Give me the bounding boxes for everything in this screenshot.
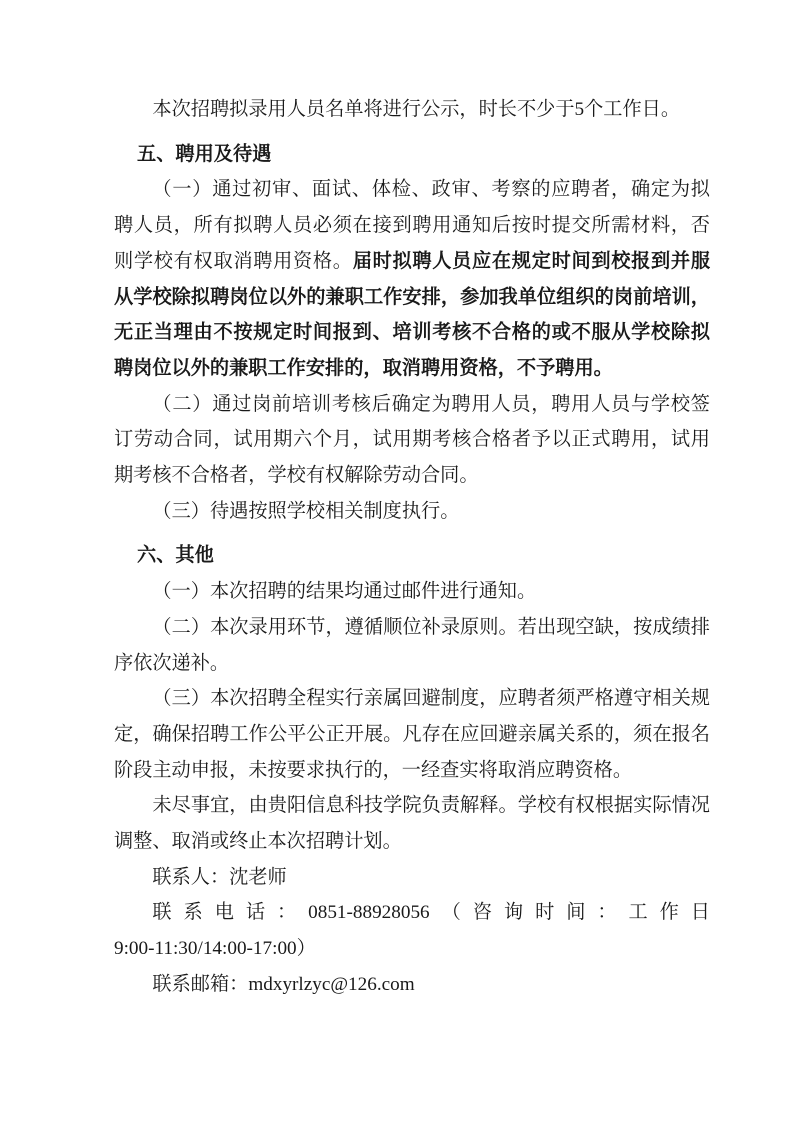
section5-item1-line2: 聘人员，所有拟聘人员必须在接到聘用通知后按时提交所需材料，否 — [114, 215, 710, 237]
closing-statement-line2: 调整、取消或终止本次招聘计划。 — [114, 831, 402, 853]
section5-item2-line1: （二）通过岗前培训考核后确定为聘用人员，聘用人员与学校签 — [152, 393, 710, 415]
section5-item1-line5: 无正当理由不按规定时间报到、培训考核不合格的或不服从学校除拟 — [114, 322, 710, 344]
section6-item3-line2: 定，确保招聘工作公平公正开展。凡存在应回避亲属关系的，须在报名 — [114, 723, 710, 745]
section6-heading: 六、其他 — [137, 545, 214, 567]
section6-item3-line1: （三）本次招聘全程实行亲属回避制度，应聘者须严格遵守相关规 — [152, 688, 710, 710]
section5-item1-line4: 从学校除拟聘岗位以外的兼职工作安排，参加我单位组织的岗前培训， — [114, 286, 710, 308]
section5-item2-line2: 订劳动合同，试用期六个月，试用期考核合格者予以正式聘用，试用 — [114, 429, 710, 451]
closing-statement-line1: 未尽事宜，由贵阳信息科技学院负责解释。学校有权根据实际情况 — [152, 795, 710, 817]
section6-item3-line3: 阶段主动申报，未按要求执行的，一经查实将取消应聘资格。 — [114, 759, 633, 781]
section5-heading: 五、聘用及待遇 — [137, 143, 272, 165]
contact-phone-line2: 9:00-11:30/14:00-17:00） — [114, 938, 316, 960]
contact-person-line: 联系人：沈老师 — [152, 866, 287, 888]
section5-item1-line3-normal-text: 则学校有权取消聘用资格。 — [114, 250, 353, 272]
section5-item1-line3-bold-text: 届时拟聘人员应在规定时间到校报到并服 — [352, 250, 711, 272]
section5-item1-line6: 聘岗位以外的兼职工作安排的，取消聘用资格，不予聘用。 — [114, 357, 613, 379]
public-notice-line: 本次招聘拟录用人员名单将进行公示，时长不少于5个工作日。 — [152, 99, 681, 120]
contact-email-line: 联系邮箱：mdxyrlzyc@126.com — [152, 973, 415, 995]
section5-item1-line3 — [114, 244, 710, 280]
section6-item2-line2: 序依次递补。 — [114, 652, 230, 674]
section5-item3-line: （三）待遇按照学校相关制度执行。 — [152, 500, 460, 522]
section6-item1-line: （一）本次招聘的结果均通过邮件进行通知。 — [152, 581, 537, 603]
section5-item2-line3: 期考核不合格者，学校有权解除劳动合同。 — [114, 465, 479, 487]
section6-item2-line1: （二）本次录用环节，遵循顺位补录原则。若出现空缺，按成绩排 — [152, 616, 710, 638]
contact-phone-line1: 联系电话：0851-88928056（咨询时间：工作日 — [152, 902, 710, 924]
section5-item1-line1: （一）通过初审、面试、体检、政审、考察的应聘者，确定为拟 — [152, 179, 710, 201]
